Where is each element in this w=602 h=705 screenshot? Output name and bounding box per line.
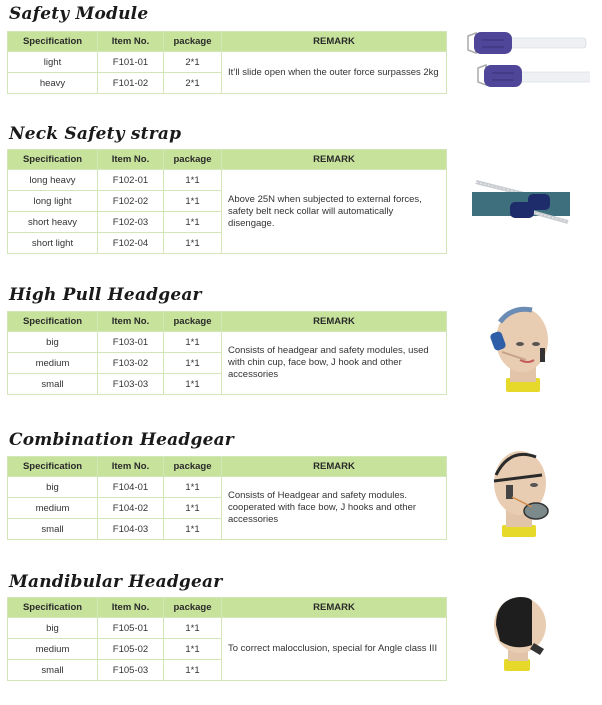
cell-package: 1*1 xyxy=(164,660,222,681)
combination-headgear-image xyxy=(486,445,566,541)
table-row xyxy=(8,52,447,73)
column-header-package: package xyxy=(164,312,222,332)
cell-spec: heavy xyxy=(8,73,98,94)
cell-remark: It’ll slide open when the outer force surpasses 2kg xyxy=(222,52,447,94)
column-header-item-no: Item No. xyxy=(98,457,164,477)
cell-item-no: F104-03 xyxy=(98,519,164,540)
table-header-row xyxy=(8,457,447,477)
cell-spec: long light xyxy=(8,191,98,212)
column-header-item-no: Item No. xyxy=(98,312,164,332)
column-header-remark: REMARK xyxy=(222,457,447,477)
column-header-package: package xyxy=(164,457,222,477)
cell-spec: long heavy xyxy=(8,170,98,191)
cell-spec: big xyxy=(8,618,98,639)
column-header-item-no: Item No. xyxy=(98,32,164,52)
column-header-specification: Specification xyxy=(8,457,98,477)
spec-table xyxy=(7,311,447,395)
column-header-remark: REMARK xyxy=(222,150,447,170)
column-header-item-no: Item No. xyxy=(98,150,164,170)
cell-spec: medium xyxy=(8,498,98,519)
cell-spec: small xyxy=(8,519,98,540)
column-header-item-no: Item No. xyxy=(98,598,164,618)
column-header-remark: REMARK xyxy=(222,312,447,332)
spec-table xyxy=(7,149,447,254)
cell-item-no: F101-02 xyxy=(98,73,164,94)
cell-package: 1*1 xyxy=(164,191,222,212)
cell-spec: medium xyxy=(8,639,98,660)
cell-remark: Consists of Headgear and safety modules. cooperated with face bow, J hooks and other accessories xyxy=(222,477,447,540)
table-row xyxy=(8,332,447,353)
cell-package: 2*1 xyxy=(164,73,222,94)
table-row xyxy=(8,170,447,191)
cell-item-no: F104-02 xyxy=(98,498,164,519)
safety-module-image xyxy=(460,28,590,96)
column-header-specification: Specification xyxy=(8,150,98,170)
table-header-row xyxy=(8,32,447,52)
section-title: Neck Safety strap xyxy=(9,124,182,144)
column-header-package: package xyxy=(164,32,222,52)
cell-remark: Consists of headgear and safety modules, used with chin cup, face bow, J hook and other accessories xyxy=(222,332,447,395)
cell-spec: big xyxy=(8,332,98,353)
table-header-row xyxy=(8,598,447,618)
cell-package: 1*1 xyxy=(164,170,222,191)
cell-remark: To correct malocclusion, special for Angle class III xyxy=(222,618,447,681)
cell-package: 1*1 xyxy=(164,639,222,660)
section-title: High Pull Headgear xyxy=(9,285,202,305)
cell-item-no: F105-03 xyxy=(98,660,164,681)
spec-table xyxy=(7,456,447,540)
cell-remark: Above 25N when subjected to external forces, safety belt neck collar will automatically disengage. xyxy=(222,170,447,254)
cell-spec: small xyxy=(8,660,98,681)
cell-package: 1*1 xyxy=(164,212,222,233)
cell-item-no: F102-01 xyxy=(98,170,164,191)
cell-spec: light xyxy=(8,52,98,73)
section-title: Mandibular Headgear xyxy=(9,572,223,592)
cell-item-no: F103-03 xyxy=(98,374,164,395)
column-header-specification: Specification xyxy=(8,598,98,618)
cell-package: 1*1 xyxy=(164,332,222,353)
section-title: Safety Module xyxy=(9,4,149,24)
cell-package: 2*1 xyxy=(164,52,222,73)
section-title: Combination Headgear xyxy=(9,430,234,450)
cell-item-no: F105-02 xyxy=(98,639,164,660)
cell-package: 1*1 xyxy=(164,233,222,254)
spec-table xyxy=(7,31,447,94)
cell-package: 1*1 xyxy=(164,374,222,395)
column-header-remark: REMARK xyxy=(222,598,447,618)
table-row xyxy=(8,477,447,498)
cell-package: 1*1 xyxy=(164,519,222,540)
cell-spec: short heavy xyxy=(8,212,98,233)
cell-item-no: F102-02 xyxy=(98,191,164,212)
column-header-specification: Specification xyxy=(8,32,98,52)
cell-item-no: F103-01 xyxy=(98,332,164,353)
cell-spec: short light xyxy=(8,233,98,254)
cell-item-no: F102-04 xyxy=(98,233,164,254)
table-row xyxy=(8,618,447,639)
cell-item-no: F103-02 xyxy=(98,353,164,374)
column-header-package: package xyxy=(164,598,222,618)
table-header-row xyxy=(8,150,447,170)
cell-package: 1*1 xyxy=(164,618,222,639)
cell-spec: big xyxy=(8,477,98,498)
mandibular-headgear-image xyxy=(490,595,556,675)
cell-item-no: F105-01 xyxy=(98,618,164,639)
cell-package: 1*1 xyxy=(164,477,222,498)
high-pull-headgear-image xyxy=(482,302,562,396)
cell-item-no: F101-01 xyxy=(98,52,164,73)
cell-package: 1*1 xyxy=(164,498,222,519)
spec-table xyxy=(7,597,447,681)
column-header-package: package xyxy=(164,150,222,170)
cell-item-no: F104-01 xyxy=(98,477,164,498)
neck-safety-strap-image xyxy=(470,178,576,234)
column-header-specification: Specification xyxy=(8,312,98,332)
cell-package: 1*1 xyxy=(164,353,222,374)
cell-spec: small xyxy=(8,374,98,395)
column-header-remark: REMARK xyxy=(222,32,447,52)
cell-spec: medium xyxy=(8,353,98,374)
table-header-row xyxy=(8,312,447,332)
cell-item-no: F102-03 xyxy=(98,212,164,233)
